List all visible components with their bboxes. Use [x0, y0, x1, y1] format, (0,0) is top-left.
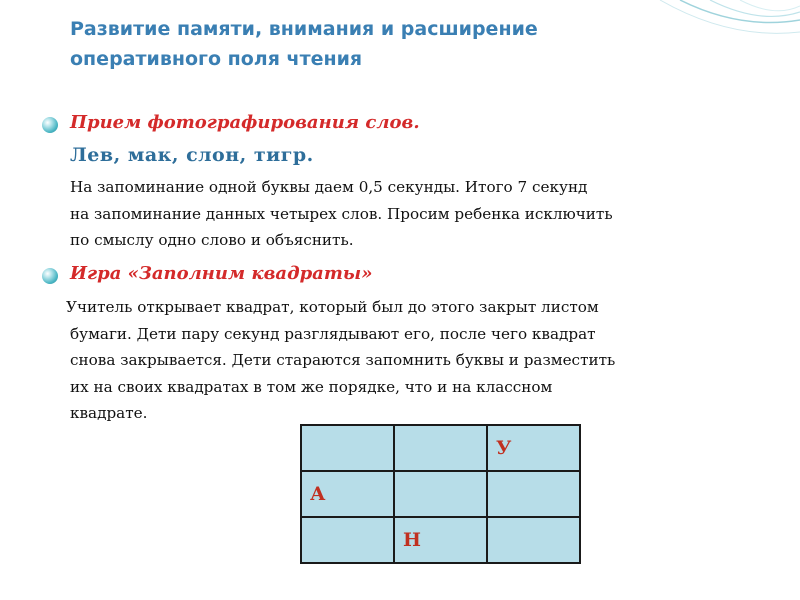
- bullet-icon: [42, 117, 58, 133]
- grid-row: [301, 471, 580, 517]
- grid-row: [301, 517, 580, 563]
- word-list: Лев, мак, слон, тигр.: [70, 144, 314, 166]
- grid-cell: [301, 425, 394, 471]
- grid-cell: У: [487, 425, 580, 471]
- title-line-2: оперативного поля чтения: [70, 48, 363, 70]
- grid-cell: Н: [394, 517, 487, 563]
- section1-line-1: На запоминание одной буквы даем 0,5 секунды. Итого 7 секунд: [70, 178, 588, 196]
- section2-line-1: Учитель открывает квадрат, который был до этого закрыт листом: [66, 298, 599, 316]
- letter-grid: [300, 424, 581, 564]
- section1-line-3: по смыслу одно слово и объяснить.: [70, 231, 354, 249]
- grid-cell: [487, 471, 580, 517]
- grid-cell: [394, 425, 487, 471]
- section2-line-3: снова закрывается. Дети стараются запомнить буквы и разместить: [70, 351, 616, 369]
- section1-line-2: на запоминание данных четырех слов. Просим ребенка исключить: [70, 204, 613, 223]
- bullet-icon: [42, 268, 58, 284]
- grid-row: [301, 425, 580, 471]
- section1-heading: Прием фотографирования слов.: [70, 112, 420, 133]
- slide-title: [70, 14, 710, 74]
- section2-line-4: их на своих квадратах в том же порядке, что и на классном: [70, 377, 553, 396]
- section2-line-5: квадрате.: [70, 404, 148, 422]
- grid-cell: [487, 517, 580, 563]
- section1-paragraph: [70, 174, 613, 254]
- grid-cell: А: [301, 471, 394, 517]
- title-line-1: Развитие памяти, внимания и расширение: [70, 18, 538, 40]
- grid-cell: [394, 471, 487, 517]
- section2-line-2: бумаги. Дети пару секунд разглядывают его, после чего квадрат: [70, 324, 596, 343]
- grid-cell: [301, 517, 394, 563]
- section2-heading: Игра «Заполним квадраты»: [70, 263, 373, 284]
- section2-paragraph: [66, 294, 616, 427]
